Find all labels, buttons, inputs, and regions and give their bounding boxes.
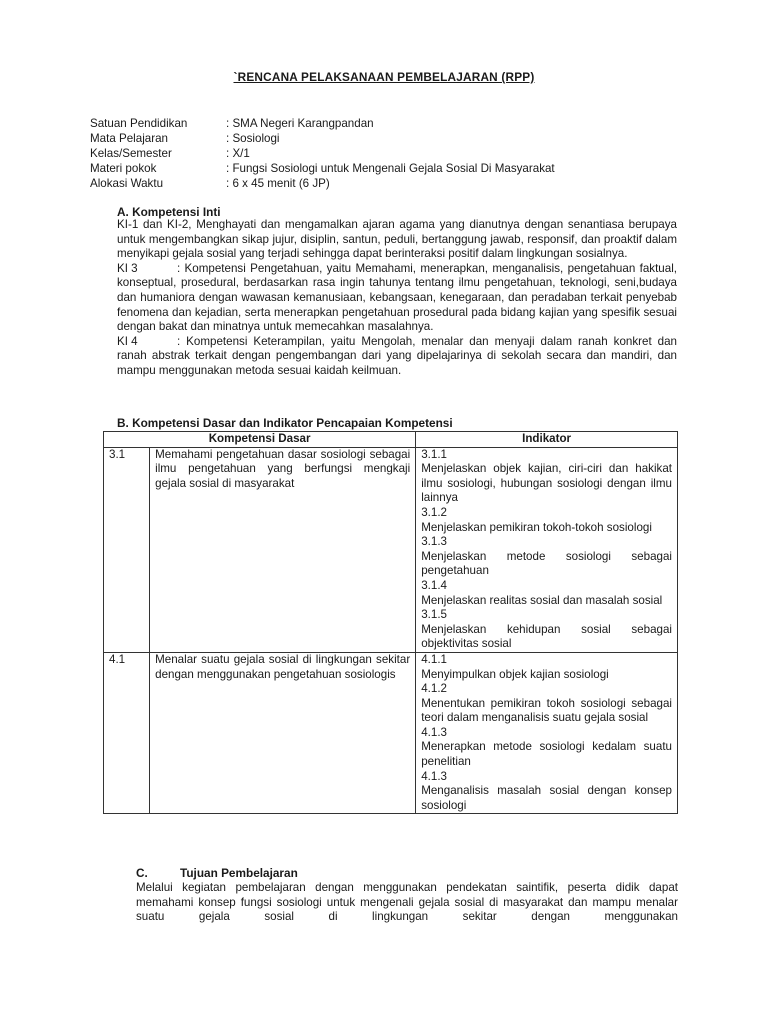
identity-value: : SMA Negeri Karangpandan	[226, 117, 374, 130]
section-b-heading: B. Kompetensi Dasar dan Indikator Pencapaian Kompetensi	[117, 416, 453, 430]
kd-text-cell	[150, 447, 416, 652]
kd-number: 4.1	[104, 652, 150, 814]
indicator-cell	[416, 447, 678, 652]
ki4-paragraph	[117, 335, 677, 379]
ki12-paragraph: KI-1 dan KI-2, Menghayati dan mengamalkan ajaran agama yang dianutnya dengan senantiasa berupaya untuk mengembangkan sikap jujur, disiplin, santun, peduli, bertanggung jawab, responsif, dan proaktif dalam menyikapi gejala sosial yang terjadi sehingga dapat berinteraksi positif dalam lingkungan sosialnya.	[117, 218, 677, 261]
identity-row	[90, 176, 690, 191]
kd-text-cell	[150, 652, 416, 814]
indicator-text: Menjelaskan metode sosiologi sebagai pengetahuan	[421, 549, 672, 578]
kd-text: Memahami pengetahuan dasar sosiologi sebagai ilmu pengetahuan yang berfungsi mengkaji gejala sosial di masyarakat	[155, 447, 411, 490]
kd-indicator-table	[103, 431, 678, 814]
identity-row	[90, 131, 690, 146]
tujuan-block	[136, 881, 678, 925]
identity-value: : 6 x 45 menit (6 JP)	[226, 177, 330, 190]
kompetensi-inti-block	[117, 218, 677, 379]
indicator-text: Menerapkan metode sosiologi kedalam suatu penelitian	[421, 740, 672, 769]
ki4-text: : Kompetensi Keterampilan, yaitu Mengolah, menalar dan menyaji dalam ranah konkret dan ranah abstrak terkait dengan pengembangan dari yang dipelajarinya di sekolah secara dan mandiri, dan mampu menggunakan metoda sesuai kaidah keilmuan.	[117, 334, 677, 377]
section-c-heading	[136, 866, 298, 880]
identity-row	[90, 146, 690, 161]
indicator-code: 3.1.2	[421, 505, 447, 519]
identity-key: Alokasi Waktu	[90, 177, 164, 190]
indicator-text: Menjelaskan pemikiran tokoh-tokoh sosiologi	[421, 520, 652, 534]
indicator-code: 4.1.1	[421, 652, 447, 666]
header-indicator: Indikator	[416, 432, 678, 448]
indicator-text: Menjelaskan realitas sosial dan masalah sosial	[421, 593, 663, 607]
page-title: `RENCANA PELAKSANAAN PEMBELAJARAN (RPP)	[233, 70, 535, 84]
table-row	[104, 447, 678, 652]
identity-value: : Sosiologi	[226, 132, 280, 145]
indicator-code: 3.1.3	[421, 535, 447, 549]
indicator-code: 3.1.1	[421, 447, 447, 461]
ki3-text: : Kompetensi Pengetahuan, yaitu Memahami, menerapkan, menganalisis, pengetahuan faktual, konseptual, prosedural, berdasarkan rasa ingin tahunya tentang ilmu pengetahuan, teknologi, seni,budaya dan humaniora dengan wawasan kemanusiaan, kebangsaan, kenegaraan, dan peradaban terkait penyebab fenomena dan kejadian, serta menerapkan pengetahuan prosedural pada bidang kajian yang spesifik sesuai dengan bakat dan minatnya untuk memecahkan masalahnya.	[117, 261, 677, 334]
identity-block	[90, 116, 690, 191]
identity-value: : Fungsi Sosiologi untuk Mengenali Gejala Sosial Di Masyarakat	[226, 162, 555, 175]
identity-key: Satuan Pendidikan	[90, 117, 188, 130]
indicator-code: 3.1.5	[421, 608, 447, 622]
tujuan-paragraph: Melalui kegiatan pembelajaran dengan menggunakan pendekatan saintifik, peserta didik dapat memahami konsep fungsi sosiologi untuk mengenali gejala sosial di masyarakat dan mampu menalar suatu gejala sosial di lingkungan sekitar dengan menggunakan	[136, 881, 678, 924]
identity-key: Mata Pelajaran	[90, 132, 168, 145]
table-row	[104, 652, 678, 814]
indicator-text: Menentukan pemikiran tokoh sosiologi sebagai teori dalam menganalisis suatu gejala sosial	[421, 696, 672, 725]
ki4-label: KI 4	[117, 334, 138, 348]
identity-key: Materi pokok	[90, 162, 157, 175]
indicator-text: Menjelaskan kehidupan sosial sebagai objektivitas sosial	[421, 622, 672, 651]
indicator-text: Menyimpulkan objek kajian sosiologi	[421, 667, 609, 681]
indicator-cell	[416, 652, 678, 814]
identity-key: Kelas/Semester	[90, 147, 172, 160]
table-header-row	[104, 432, 678, 448]
ki3-paragraph	[117, 262, 677, 335]
indicator-text: Menjelaskan objek kajian, ciri-ciri dan hakikat ilmu sosiologi, hubungan sosiologi dengan ilmu lainnya	[421, 462, 672, 505]
section-a-heading: A. Kompetensi Inti	[117, 205, 221, 219]
kd-text: Menalar suatu gejala sosial di lingkungan sekitar dengan menggunakan pengetahuan sosiologis	[155, 652, 411, 681]
indicator-code: 4.1.2	[421, 682, 447, 696]
indicator-code: 3.1.4	[421, 578, 447, 592]
identity-value: : X/1	[226, 147, 250, 160]
identity-row	[90, 161, 690, 176]
indicator-code: 4.1.3	[421, 769, 447, 783]
identity-row	[90, 116, 690, 131]
section-c-letter: C.	[136, 866, 148, 880]
kd-number: 3.1	[104, 447, 150, 652]
indicator-text: Menganalisis masalah sosial dengan konsep sosiologi	[421, 784, 672, 812]
header-kd: Kompetensi Dasar	[104, 432, 416, 448]
indicator-code: 4.1.3	[421, 725, 447, 739]
section-c-title: Tujuan Pembelajaran	[180, 866, 298, 880]
ki3-label: KI 3	[117, 261, 138, 275]
